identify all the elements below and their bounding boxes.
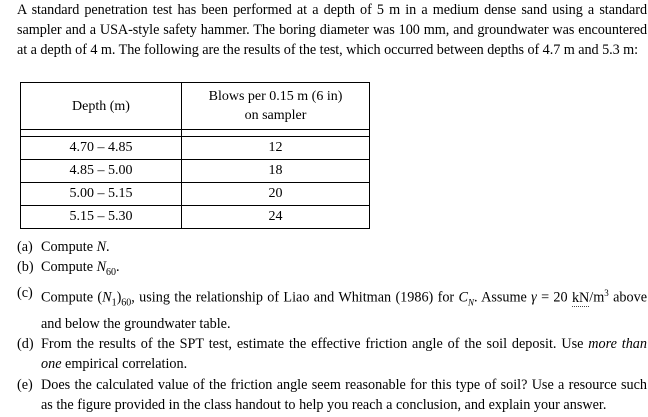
question-text xyxy=(41,334,647,374)
table-row xyxy=(21,160,370,183)
variable: C xyxy=(458,289,468,306)
subscript: N xyxy=(467,297,474,308)
text-fragment: = 20 xyxy=(536,289,568,306)
text-fragment: Compute xyxy=(41,259,97,276)
question-label: (a) xyxy=(17,239,33,255)
table-header-row xyxy=(21,83,370,130)
text-fragment: , using the relationship of Liao and Whitman (1986) for xyxy=(131,289,459,306)
question-text: Does the calculated value of the friction angle seem reasonable for this type of soil? Use a resource such as the figure provided in the class handout to help you reach a conclusion, and explain your answer. xyxy=(41,376,647,413)
text-fragment: ) xyxy=(116,289,122,306)
depth-cell: 5.15 – 5.30 xyxy=(21,206,182,229)
depth-cell: 5.00 – 5.15 xyxy=(21,183,182,206)
question-label: (b) xyxy=(17,259,34,276)
text-fragment: empirical correlation. xyxy=(61,356,188,373)
blows-header-line1: Blows per 0.15 m (6 in) xyxy=(208,89,343,104)
depth-column-header xyxy=(21,83,182,130)
question-text xyxy=(41,237,647,257)
text-fragment: From the results of the SPT test, estimate the effective friction angle of the soil deposit. Use xyxy=(41,336,589,353)
blows-cell: 20 xyxy=(182,183,370,206)
variable: N xyxy=(96,259,107,276)
text-fragment: Compute ( xyxy=(41,289,103,306)
question-b xyxy=(17,257,647,283)
subscript: 60 xyxy=(121,297,132,309)
text-fragment: above and below the groundwater table. xyxy=(41,289,647,332)
unit-kn: kN xyxy=(571,289,590,306)
question-label: (e) xyxy=(17,376,33,393)
gamma-symbol: γ xyxy=(531,289,537,306)
question-list xyxy=(17,237,647,415)
question-e xyxy=(17,375,647,415)
superscript: 3 xyxy=(604,288,609,299)
depth-cell: 4.70 – 4.85 xyxy=(21,137,182,160)
question-c xyxy=(17,283,647,334)
problem-statement: A standard penetration test has been performed at a depth of 5 m in a medium dense sand using a standard sampler and a USA-style safety hammer. The boring diameter was 100 mm, and groundwater was encountered at a depth of 4 m. The following are the results of the test, which occurred between depths of 4.7 m and 5.3 m: xyxy=(17,2,647,59)
text-fragment: . xyxy=(116,259,120,276)
subscript: 60 xyxy=(106,267,117,279)
spacer-cell xyxy=(182,130,370,137)
table-spacer-row xyxy=(21,130,370,137)
text-fragment: Compute xyxy=(41,239,97,255)
variable: N xyxy=(96,239,107,255)
blows-header-line2: on sampler xyxy=(244,108,307,123)
question-text xyxy=(41,283,647,334)
emphasis: more than one xyxy=(41,336,647,373)
subscript: 1 xyxy=(111,297,117,309)
spt-results-table xyxy=(20,82,370,229)
question-a xyxy=(17,237,647,257)
question-d xyxy=(17,334,647,374)
depth-cell: 4.85 – 5.00 xyxy=(21,160,182,183)
blows-cell: 24 xyxy=(182,206,370,229)
blows-column-header xyxy=(182,83,370,130)
question-label: (d) xyxy=(17,336,34,353)
table-row xyxy=(21,206,370,229)
table-row xyxy=(21,183,370,206)
variable: N xyxy=(102,289,112,306)
depth-header-label: Depth (m) xyxy=(72,98,130,114)
table-row xyxy=(21,137,370,160)
text-fragment: . Assume xyxy=(473,289,532,306)
blows-cell: 18 xyxy=(182,160,370,183)
blows-cell: 12 xyxy=(182,137,370,160)
text-fragment: /m xyxy=(589,289,605,306)
question-label: (c) xyxy=(17,285,33,302)
question-text xyxy=(41,257,647,283)
spacer-cell xyxy=(21,130,182,137)
text-fragment: . xyxy=(106,239,110,255)
